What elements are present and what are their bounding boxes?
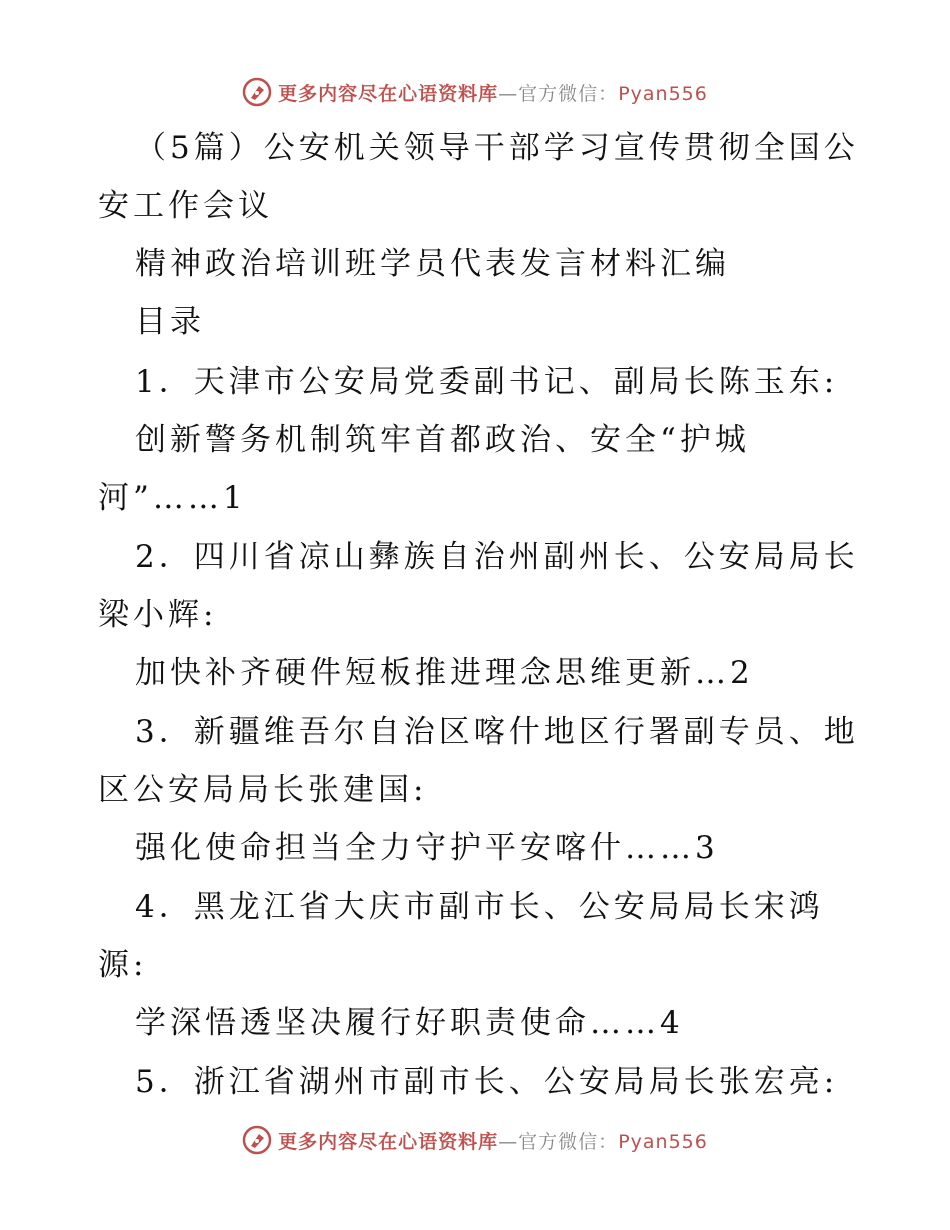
watermark-official: 官方微信： [518,82,619,105]
toc-heading: 目录 [135,304,205,340]
toc-entry-3-line-2: 区公安局局长张建国: [98,772,428,808]
pen-nib-seal-icon [242,77,272,107]
watermark-brand: 更多内容尽在心语资料库 [278,1130,499,1153]
watermark-account: Pyan556 [618,1130,708,1153]
toc-entry-2-line-3: 加快补齐硬件短板推进理念思维更新…2 [135,655,754,691]
watermark-official: 官方微信： [518,1130,619,1153]
toc-entry-2-line-1: 2．四川省凉山彝族自治州副州长、公安局局长 [135,539,859,575]
title-line-1: （5篇）公安机关领导干部学习宣传贯彻全国公 [135,130,859,166]
toc-entry-1-line-2: 创新警务机制筑牢首都政治、安全“护城 [135,422,750,458]
title-line-3: 精神政治培训班学员代表发言材料汇编 [135,246,730,282]
toc-entry-1-line-3: 河”……1 [98,480,247,516]
watermark-separator: — [498,1130,519,1153]
toc-entry-2-line-2: 梁小辉: [98,597,218,633]
title-line-2: 安工作会议 [98,188,273,224]
toc-entry-4-line-2: 源: [98,947,148,983]
toc-entry-3-line-1: 3．新疆维吾尔自治区喀什地区行署副专员、地 [135,714,859,750]
watermark-brand: 更多内容尽在心语资料库 [278,82,499,105]
toc-entry-4-line-1: 4．黑龙江省大庆市副市长、公安局局长宋鸿 [135,889,824,925]
watermark-separator: — [498,82,519,105]
toc-entry-3-line-3: 强化使命担当全力守护平安喀什……3 [135,830,719,866]
pen-nib-seal-icon [242,1125,272,1155]
watermark-account: Pyan556 [618,82,708,105]
watermark-text [278,79,708,106]
header-watermark [0,72,950,112]
toc-entry-1-line-1: 1．天津市公安局党委副书记、副局长陈玉东: [135,364,839,400]
toc-entry-5-line-1: 5．浙江省湖州市副市长、公安局局长张宏亮: [135,1064,839,1100]
footer-watermark [0,1120,950,1160]
watermark-text [278,1127,708,1154]
toc-entry-4-line-3: 学深悟透坚决履行好职责使命……4 [135,1005,684,1041]
